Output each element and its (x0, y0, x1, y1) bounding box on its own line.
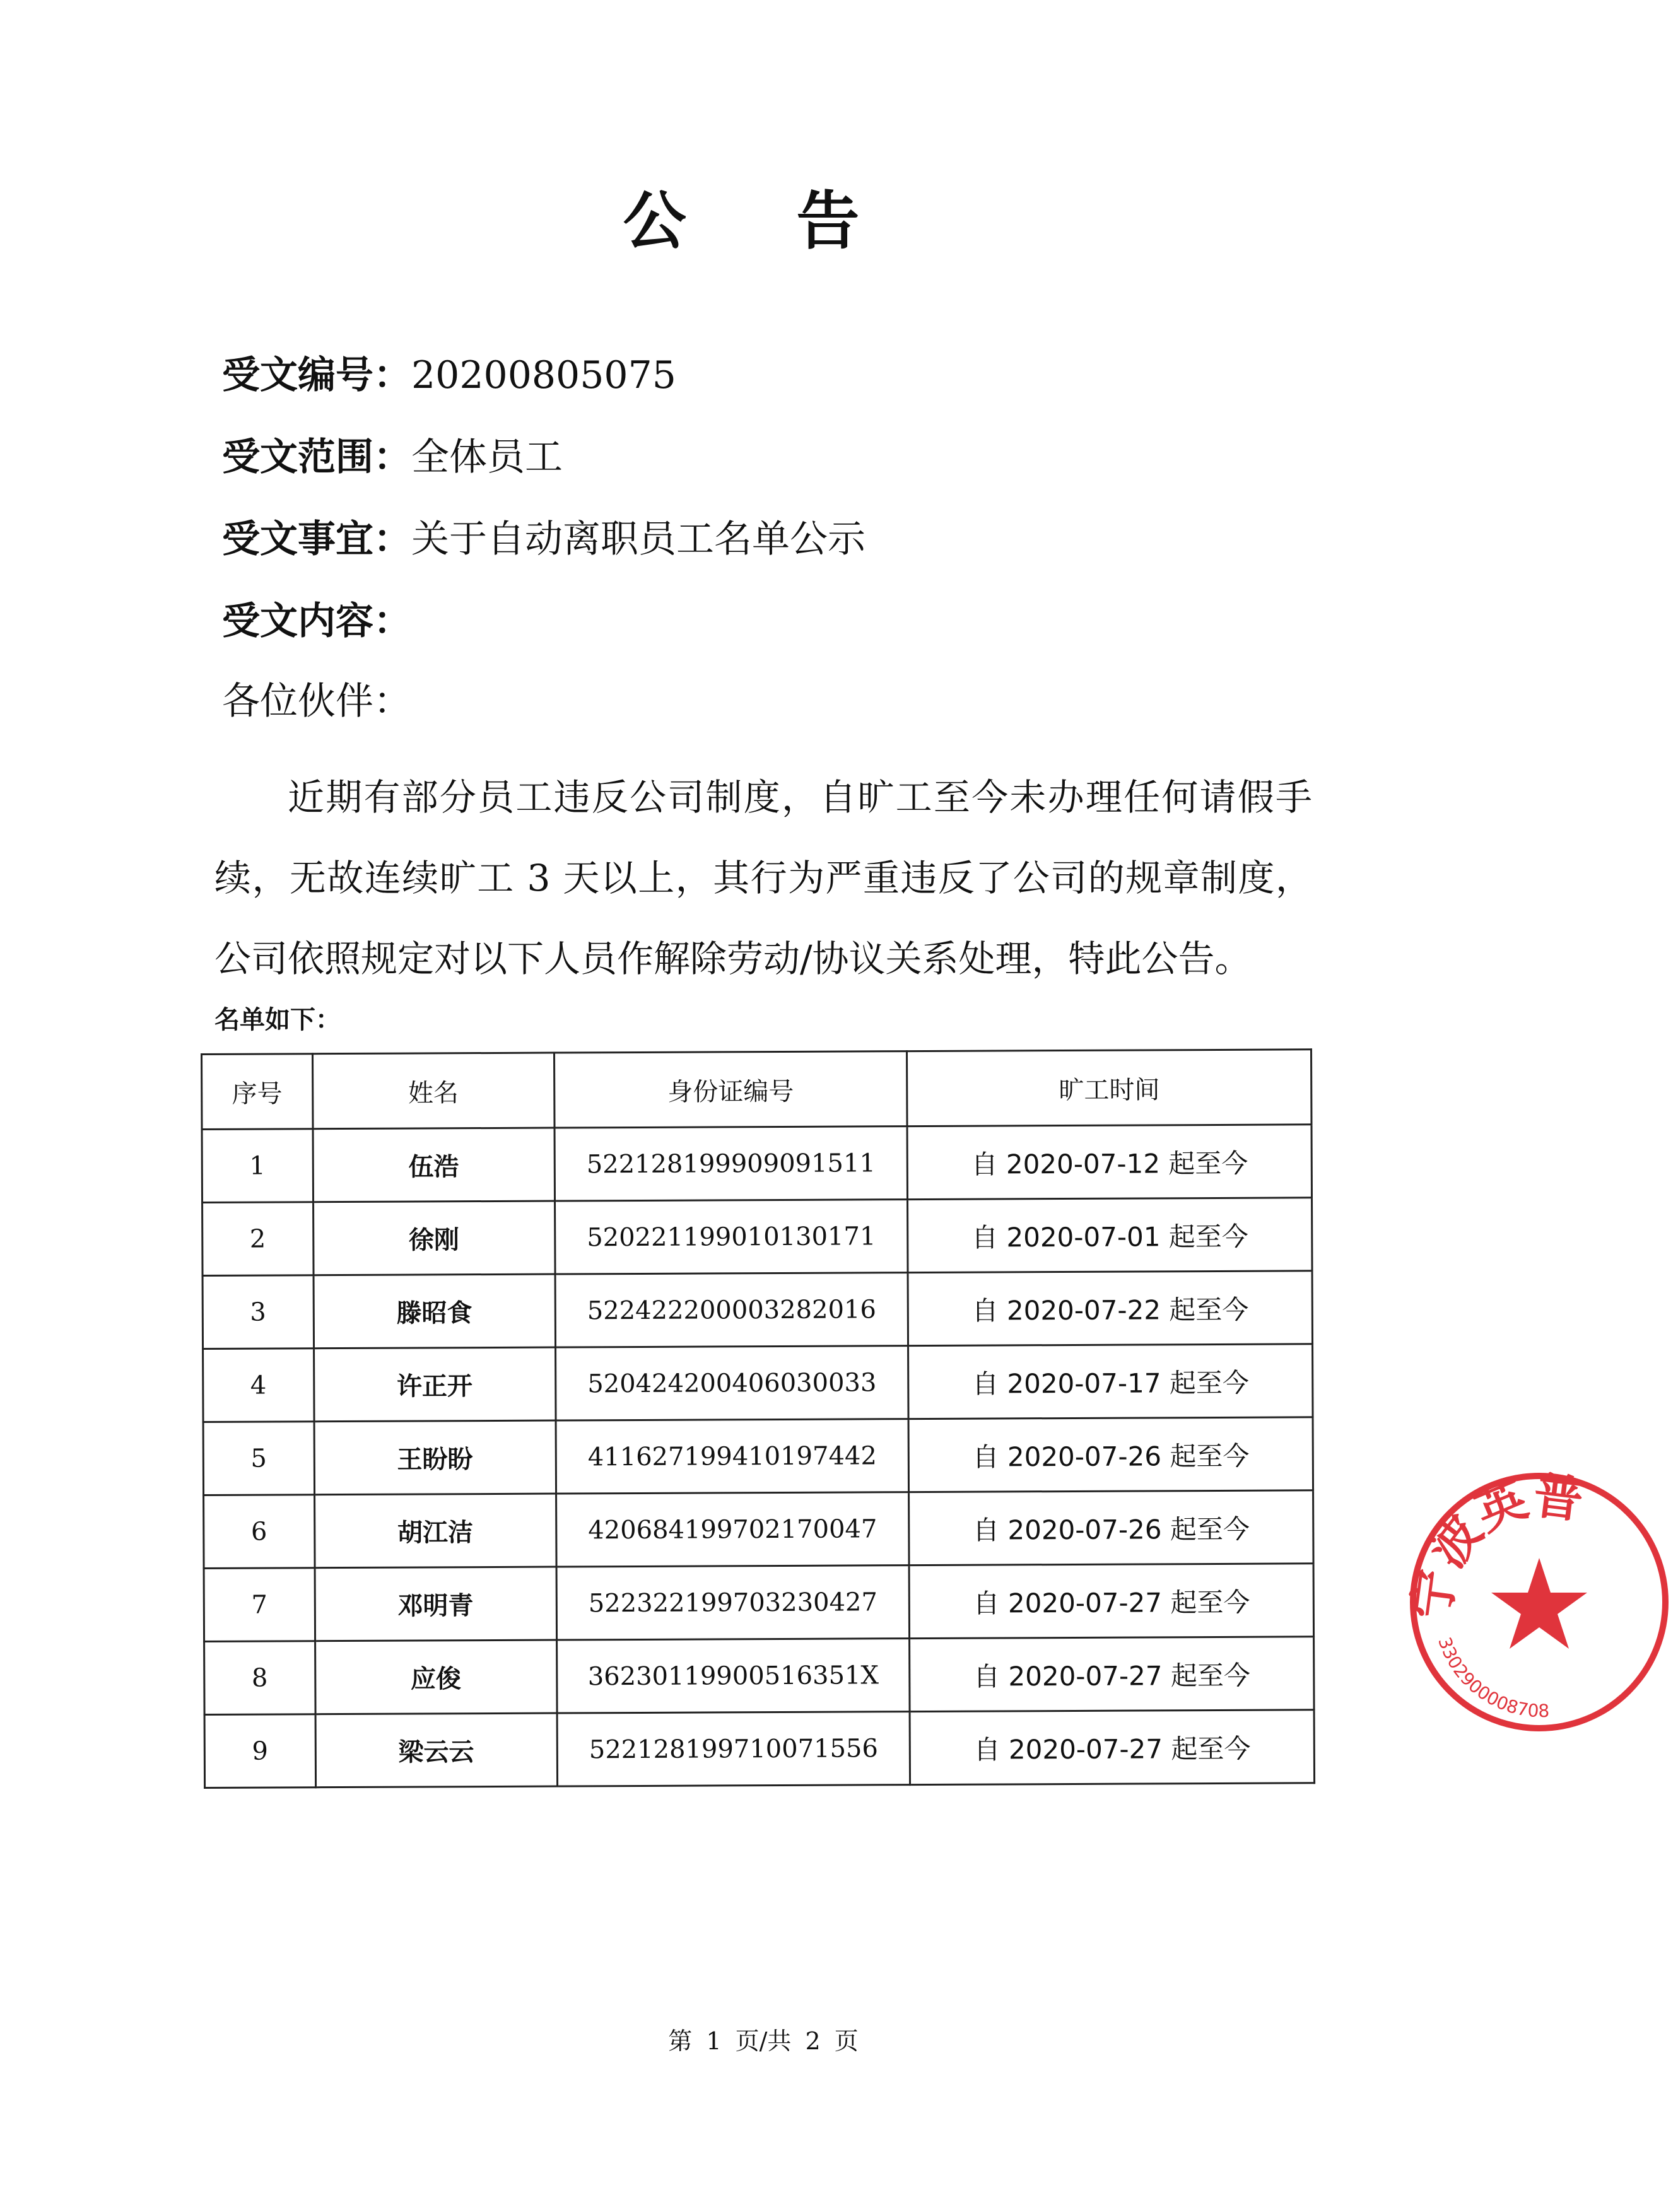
row-name: 胡江洁 (314, 1494, 556, 1568)
row-no: 4 (203, 1349, 314, 1422)
header-name: 姓名 (312, 1053, 554, 1129)
table-row (204, 1710, 1314, 1788)
page-footer: 第 1 页/共 2 页 (668, 2027, 859, 2055)
scope-field (222, 432, 563, 483)
row-id: 420684199702170047 (556, 1492, 909, 1567)
seal-star-icon (1491, 1558, 1587, 1649)
table-row (204, 1637, 1314, 1715)
table-row (203, 1344, 1313, 1422)
seal-number-path: 3302900008708 (1434, 1634, 1550, 1722)
row-no: 9 (204, 1714, 315, 1788)
doc-number-label: 受文编号： (222, 353, 411, 397)
doc-number-value: 20200805075 (411, 353, 676, 397)
table-row (204, 1564, 1313, 1642)
row-no: 2 (202, 1202, 314, 1276)
table-row (202, 1125, 1311, 1203)
body-paragraph: 近期有部分员工违反公司制度，自旷工至今未办理任何请假手续，无故连续旷工 3 天以上，其行为严重违反了公司的规章制度，公司依照规定对以下人员作解除劳动/协议关系处理，特此公告。 (214, 776, 1312, 980)
row-name: 徐刚 (313, 1201, 555, 1275)
header-id: 身份证编号 (554, 1051, 907, 1128)
row-period: 自 2020-07-27 起至今 (910, 1710, 1314, 1785)
row-id: 520221199010130171 (554, 1200, 908, 1274)
roster-table (201, 1048, 1315, 1789)
row-period: 自 2020-07-27 起至今 (910, 1637, 1314, 1712)
row-period: 自 2020-07-26 起至今 (908, 1417, 1313, 1492)
row-name: 应俊 (315, 1640, 557, 1714)
row-period: 自 2020-07-01 起至今 (908, 1198, 1312, 1273)
row-period: 自 2020-07-17 起至今 (908, 1344, 1313, 1419)
seal-name-path: 宁波英普 (1403, 1467, 1587, 1623)
row-id: 36230119900516351X (556, 1639, 910, 1713)
content-field (222, 596, 411, 647)
row-name: 伍浩 (313, 1128, 555, 1202)
row-no: 5 (203, 1422, 314, 1495)
subject-value: 关于自动离职员工名单公示 (411, 517, 865, 561)
row-no: 7 (204, 1568, 315, 1642)
table-header-row (202, 1050, 1312, 1130)
list-heading: 名单如下： (214, 1005, 341, 1034)
row-id: 522422200003282016 (555, 1273, 908, 1347)
company-seal (1400, 1463, 1678, 1741)
row-period: 自 2020-07-27 起至今 (909, 1564, 1313, 1639)
table-row (202, 1271, 1312, 1349)
row-id: 411627199410197442 (556, 1419, 909, 1494)
row-no: 3 (202, 1275, 314, 1349)
row-name: 滕昭食 (314, 1274, 556, 1349)
row-name: 梁云云 (315, 1713, 558, 1788)
row-period: 自 2020-07-12 起至今 (907, 1125, 1311, 1200)
seal-number-text (1434, 1634, 1550, 1721)
row-period: 自 2020-07-22 起至今 (908, 1271, 1312, 1346)
row-name: 邓明青 (315, 1567, 557, 1641)
row-id: 522128199909091511 (554, 1126, 908, 1201)
header-no: 序号 (202, 1054, 313, 1130)
row-no: 6 (204, 1495, 315, 1569)
page-title: 公 告 (623, 184, 904, 258)
row-name: 许正开 (314, 1347, 556, 1422)
header-period: 旷工时间 (907, 1050, 1311, 1126)
row-id: 522322199703230427 (556, 1565, 910, 1640)
row-id: 522128199710071556 (557, 1712, 910, 1786)
subject-field (222, 514, 865, 565)
doc-number-field (222, 350, 676, 401)
subject-label: 受文事宜： (222, 517, 411, 561)
scope-value: 全体员工 (411, 435, 563, 479)
scope-label: 受文范围： (222, 435, 411, 479)
content-label: 受文内容： (222, 599, 411, 643)
row-period: 自 2020-07-26 起至今 (909, 1490, 1313, 1565)
row-no: 8 (204, 1641, 315, 1715)
greeting: 各位伙伴： (222, 679, 411, 723)
row-name: 王盼盼 (314, 1420, 556, 1495)
table-row (203, 1417, 1313, 1495)
row-id: 520424200406030033 (555, 1346, 908, 1420)
row-no: 1 (202, 1129, 313, 1203)
table-row (202, 1198, 1312, 1276)
table-row (204, 1490, 1313, 1569)
